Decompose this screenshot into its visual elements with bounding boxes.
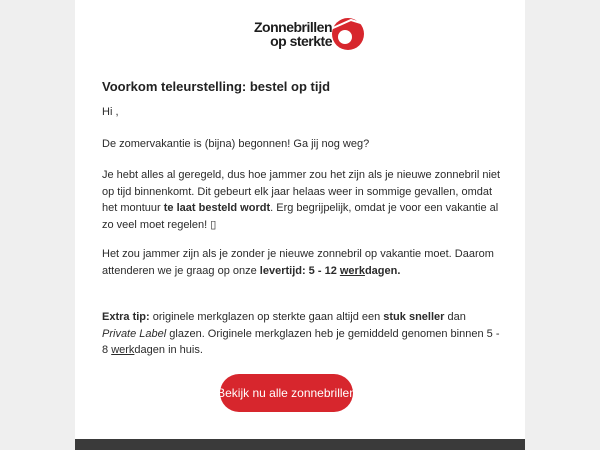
paragraph-2 (102, 167, 502, 233)
email-footer (75, 439, 525, 450)
p3-text-a: Het zou jammer zijn als je zonder je nieuwe zonnebril op vakantie moet. Daarom attenderen we je graag op onze (102, 248, 494, 277)
paragraph-4 (102, 309, 502, 359)
greeting: Hi , (102, 106, 119, 118)
p2-bold: te laat besteld wordt (163, 202, 271, 214)
p2-text-a: Je hebt alles al geregeld, dus hoe jammer zou het zijn als je nieuwe zonnebril niet op tijd binnenkomt. Dit gebeurt elk jaar helaas weer in sommige gevallen, omdat het montuur (102, 169, 501, 214)
sunglasses-mark-icon (329, 15, 367, 53)
p4-italic: Private Label (102, 327, 167, 340)
p3-bold-b: dagen. (364, 264, 401, 277)
p4-underline: werk (111, 344, 135, 356)
paragraph-3 (102, 246, 502, 279)
p4-bold-a: Extra tip: (102, 311, 150, 323)
p2-emoji: ▯ (210, 218, 217, 231)
view-all-sunglasses-button[interactable]: Bekijk nu alle zonnebrillen (220, 374, 353, 412)
brand-line2: op sterkte (270, 33, 332, 49)
email-heading: Voorkom teleurstelling: bestel op tijd (102, 79, 331, 94)
email-card (75, 0, 525, 450)
p4-bold-c: stuk sneller (383, 311, 445, 323)
paragraph-1: De zomervakantie is (bijna) begonnen! Ga jij nog weg? (102, 138, 370, 150)
brand-logo[interactable] (236, 14, 366, 54)
brand-wordmark (236, 20, 332, 48)
p3-bold-a: levertijd: 5 - 12 (259, 264, 340, 277)
p4-text-f: glazen. Originele merkglazen heb je gemiddeld genomen binnen 5 - 8 (102, 327, 500, 356)
p4-text-b: originele merkglazen op sterkte gaan altijd een (149, 311, 384, 323)
p4-text-h: dagen in huis. (134, 344, 203, 356)
p2-text-c: . Erg begrijpelijk, omdat je voor een vakantie al zo veel moet regelen! (102, 202, 499, 231)
brand-line1: Zonnebrillen (254, 19, 332, 35)
p4-text-d: dan (444, 311, 466, 323)
p3-bold-underline: werk (339, 264, 365, 277)
